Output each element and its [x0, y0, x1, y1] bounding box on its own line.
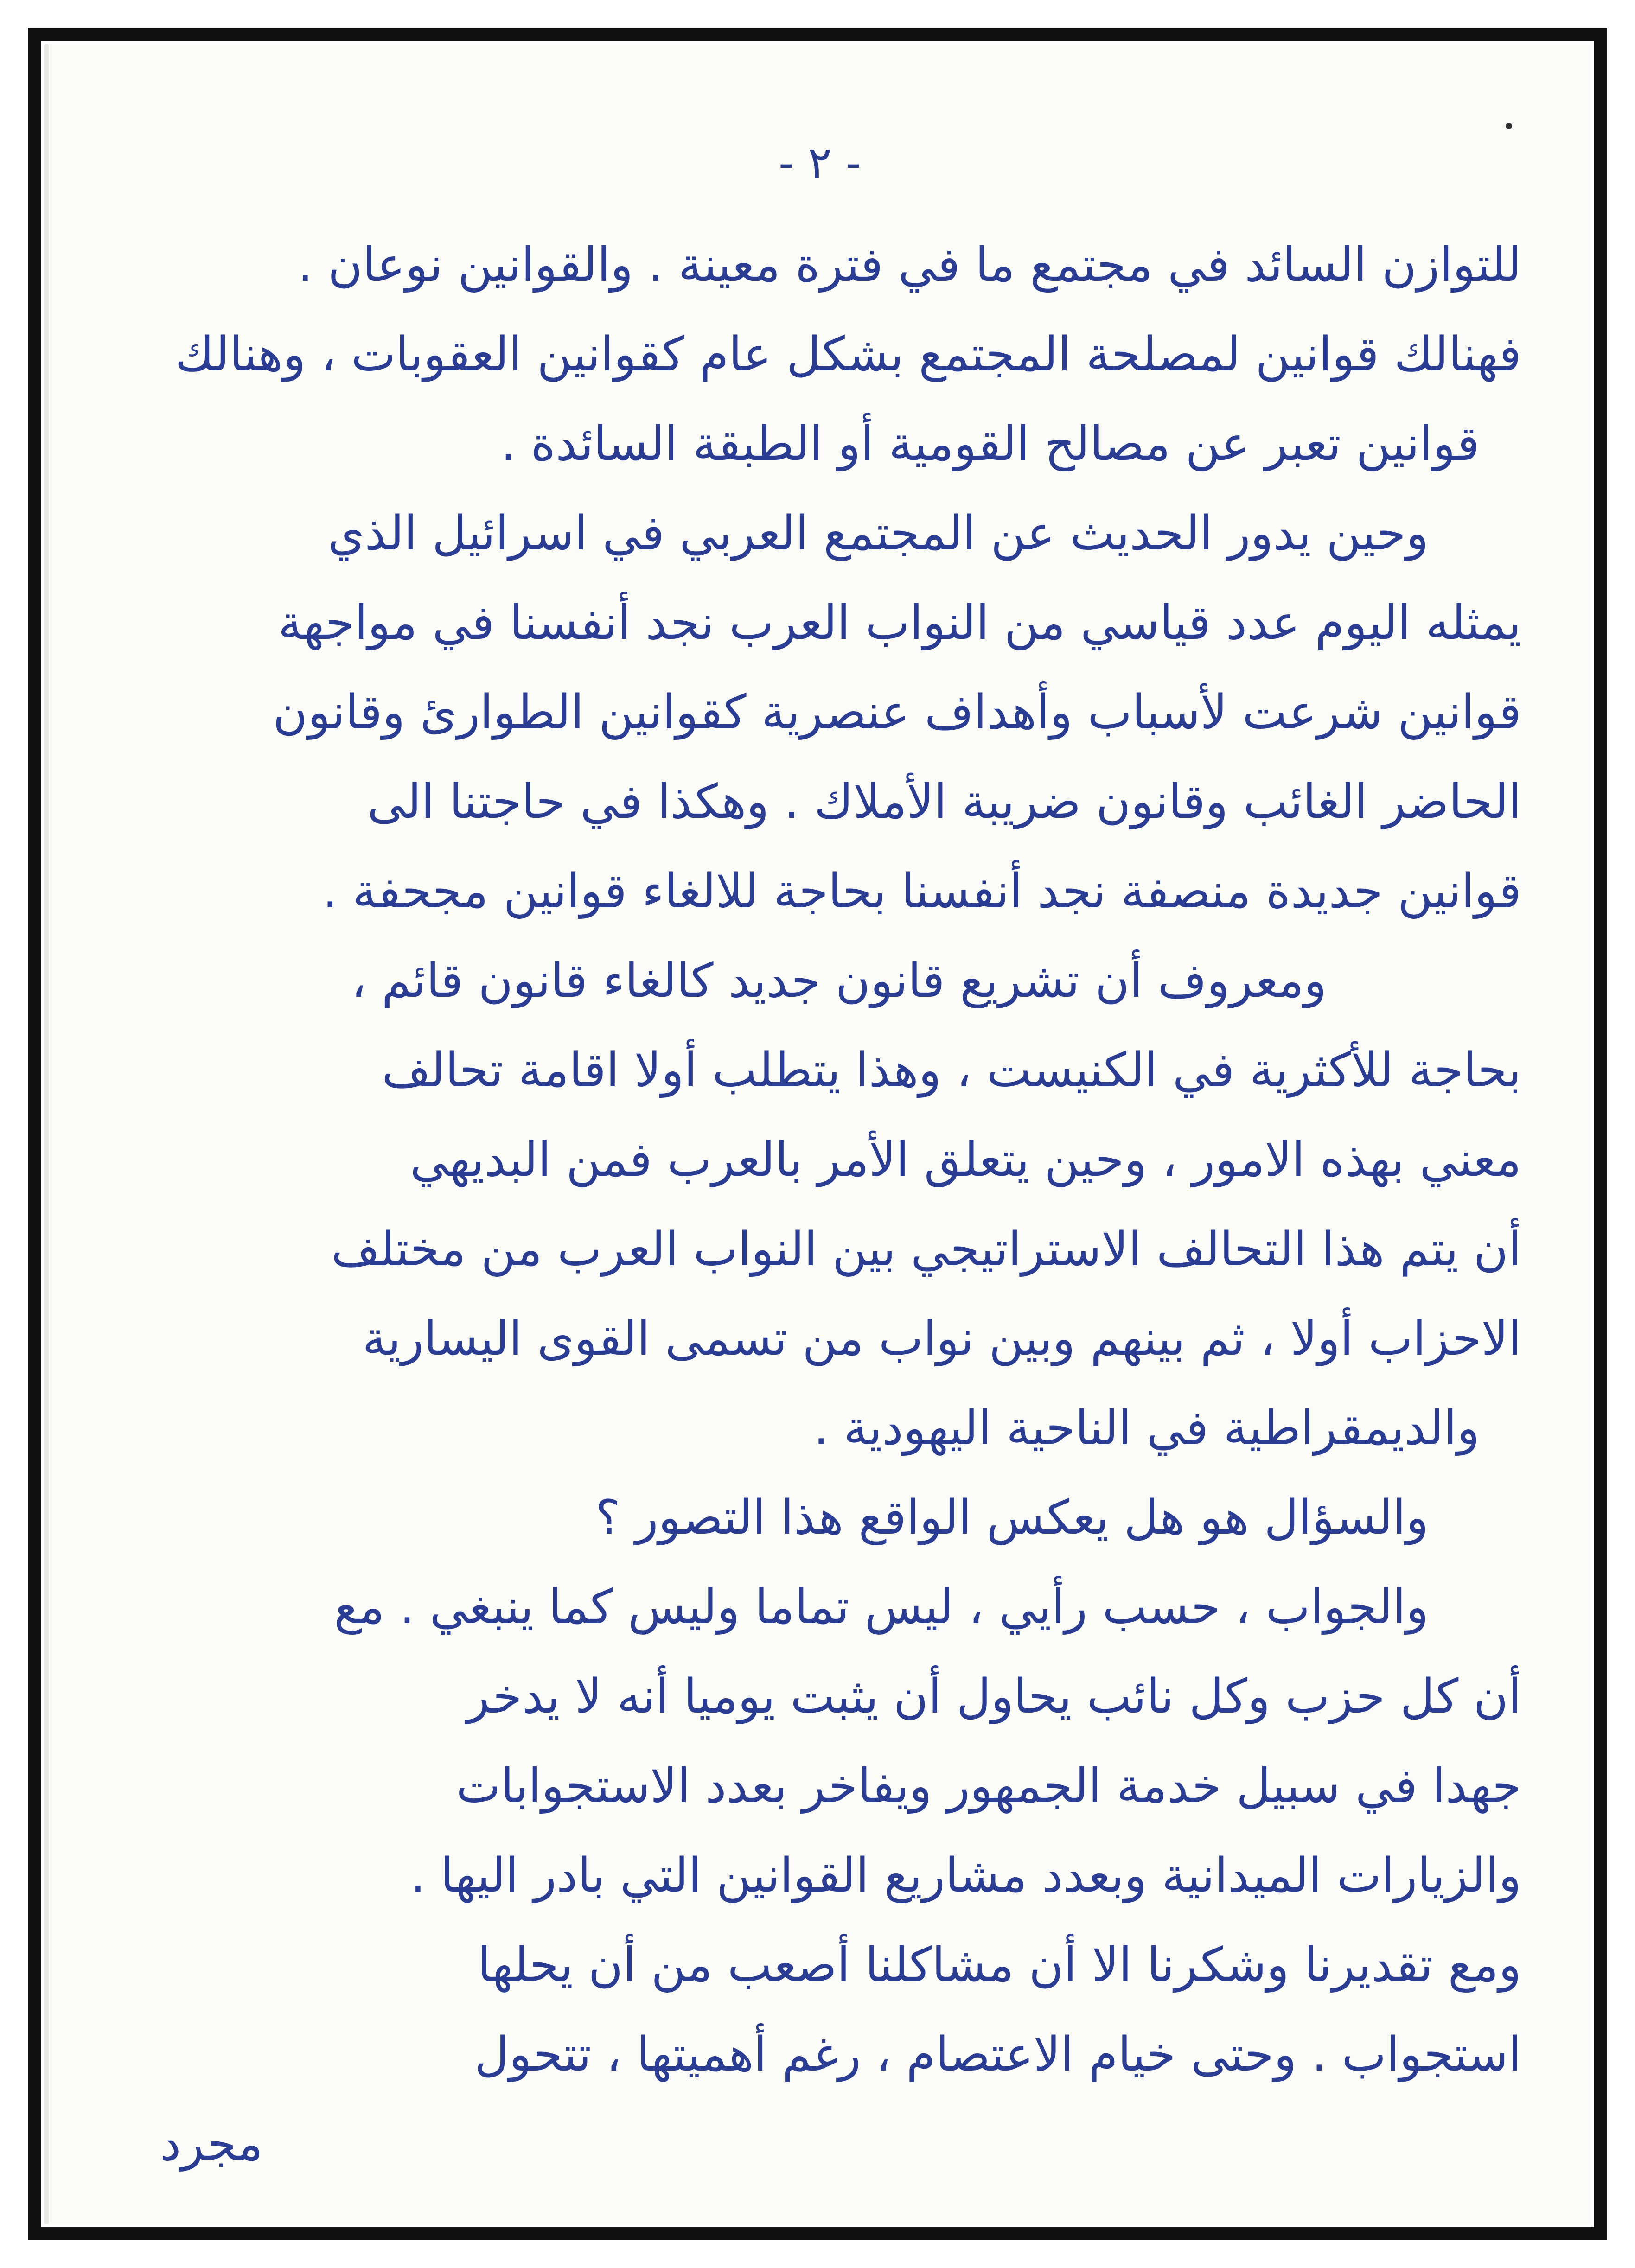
ink-dot [1506, 123, 1512, 129]
text-line-20: ومع تقديرنا وشكرنا الا أن مشاكلنا أصعب من أن يحلها [477, 1937, 1521, 1993]
text-line-6: قوانين شرعت لأسباب وأهداف عنصرية كقوانين الطوارئ وقانون [273, 685, 1521, 740]
handwritten-text [141, 220, 1521, 2189]
text-line-4: وحين يدور الحديث عن المجتمع العربي في اسرائيل الذي [327, 506, 1429, 561]
text-line-11: معني بهذه الامور ، وحين يتعلق الأمر بالعرب فمن البديهي [410, 1132, 1521, 1187]
page-number: - ٢ - [779, 137, 861, 189]
text-line-3: قوانين تعبر عن مصالح القومية أو الطبقة السائدة . [500, 416, 1480, 471]
text-line-8: قوانين جديدة منصفة نجد أنفسنا بحاجة للالغاء قوانين مجحفة . [322, 864, 1521, 919]
text-line-16: والجواب ، حسب رأيي ، ليس تماما وليس كما ينبغي . مع [334, 1580, 1429, 1635]
text-line-21: استجواب . وحتى خيام الاعتصام ، رغم أهميتها ، تتحول [474, 2027, 1521, 2082]
text-line-22: مجرد [160, 2116, 263, 2172]
text-line-14: والديمقراطية في الناحية اليهودية . [813, 1401, 1480, 1456]
text-line-15: والسؤال هو هل يعكس الواقع هذا التصور ؟ [595, 1490, 1429, 1545]
text-line-18: جهدا في سبيل خدمة الجمهور ويفاخر بعدد الاستجوابات [456, 1758, 1521, 1814]
letter-paper [44, 44, 1591, 2224]
text-line-9: ومعروف أن تشريع قانون جديد كالغاء قانون قائم ، [351, 953, 1327, 1008]
text-line-10: بحاجة للأكثرية في الكنيست ، وهذا يتطلب أولا اقامة تحالف [382, 1043, 1521, 1098]
text-line-2: فهنالك قوانين لمصلحة المجتمع بشكل عام كقوانين العقوبات ، وهنالك [175, 327, 1521, 382]
text-line-12: أن يتم هذا التحالف الاستراتيجي بين النواب العرب من مختلف [331, 1222, 1521, 1277]
text-line-19: والزيارات الميدانية وبعدد مشاريع القوانين التي بادر اليها . [410, 1848, 1521, 1903]
text-line-5: يمثله اليوم عدد قياسي من النواب العرب نجد أنفسنا في مواجهة [278, 595, 1521, 650]
text-line-1: للتوازن السائد في مجتمع ما في فترة معينة . والقوانين نوعان . [298, 237, 1521, 293]
text-line-13: الاحزاب أولا ، ثم بينهم وبين نواب من تسمى القوى اليسارية [362, 1311, 1521, 1366]
text-line-7: الحاضر الغائب وقانون ضريبة الأملاك . وهكذا في حاجتنا الى [367, 774, 1521, 829]
text-line-17: أن كل حزب وكل نائب يحاول أن يثبت يوميا أنه لا يدخر [466, 1669, 1521, 1724]
